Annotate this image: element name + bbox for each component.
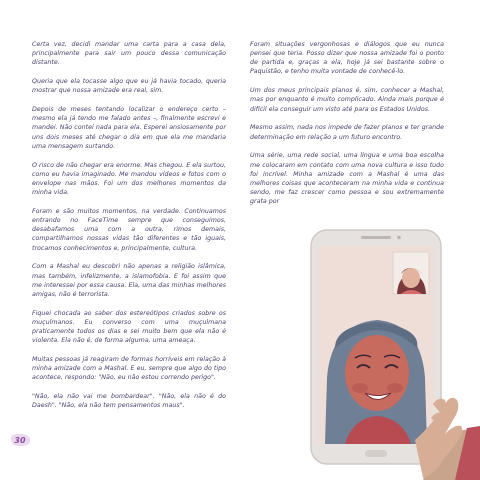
paragraph: Queria que ela tocasse algo que eu já havia tocado, queria mostrar que nossa amizade era real, sim. — [32, 78, 226, 95]
paragraph: Depois de meses tentando localizar o endereço certo – mesmo ela já tendo me falado antes –, finalmente escrevi e mandei. Não contei nada para ela. Esperei ansiosamente por uns dois meses até chegar o dia em que ela me mandaria uma mensagem surtando. — [32, 106, 226, 150]
paragraph: Um dos meus principais planos é, sim, conhecer a Mashal, mas por enquanto é muito complicado. Ainda mais porque é difícil ela conseguir um visto até para os Estados Unidos. — [250, 87, 444, 113]
paragraph: "Não, ela não vai me bombardear". "Não, ela não é do Daesh". "Não, ela não tem pensamentos maus". — [32, 393, 226, 410]
right-text-column — [250, 40, 444, 216]
paragraph: Certa vez, decidi mandar uma carta para a casa dela, principalmente para sair um pouco dessa comunicação distante. — [32, 41, 226, 67]
paragraph: Fiquei chocada ao saber dos estereótipos criados sobre os muçulmanos. Eu converso com uma muçulmana praticamente todos os dias e sei muito bem que ela não é violenta. Ela não é, de forma alguma, uma ameaça. — [32, 309, 226, 345]
left-text-column — [32, 40, 226, 420]
paragraph: Foram situações vergonhosas e diálogos que eu nunca pensei que teria. Posso dizer que nossa amizade foi o ponto de partida e, graças a ela, hoje já sei bastante sobre o Paquistão, e tenho muita vontade de conhecê-lo. — [250, 41, 444, 76]
page-number-label: 30 — [14, 435, 26, 445]
paragraph: Mesmo assim, nada nos impede de fazer planos e ter grande determinação em relação a um futuro encontro. — [250, 124, 444, 141]
paragraph: Muitas pessoas já reagiram de formas horríveis em relação à minha amizade com a Mashal. E eu, sempre que algo do tipo acontece, respondo: "Não, eu não estou correndo perigo". — [32, 356, 226, 382]
paragraph: Uma série, uma rede social, uma língua e uma boa escolha me colocaram em contato com uma nova cultura e isso tudo foi incrível. Minha amizade com a Mashal é uma das melhores coisas que aconteceram na minha vida e continua sendo, me faz crescer como pessoa e sou extremamente grata por — [250, 152, 444, 206]
paragraph: O risco de não chegar era enorme. Mas chegou. E ela surtou, como eu havia imaginado. Me mandou vídeos e fotos com o envelope nas mãos. Foi um dos melhores momentos da minha vida. — [32, 161, 226, 197]
phone-videocall-illustration — [305, 228, 480, 480]
paragraph: Foram e são muitos momentos, na verdade. Continuamos entrando no FaceTime sempre que conseguimos, desabafamos uma com a outra, rimos demais, compartilhamos nossas vidas tão diferentes e tão iguais, trocamos conhecimentos e, principalmente, cultura. — [32, 207, 226, 252]
paragraph: Com a Mashal eu descobri não apenas a religião islâmica, mas também, infelizmente, a islamofobia. E foi assim que me interessei por essa causa. Ela, uma das minhas melhores amigas, não é terrorista. — [32, 263, 226, 298]
page-number — [8, 432, 32, 448]
